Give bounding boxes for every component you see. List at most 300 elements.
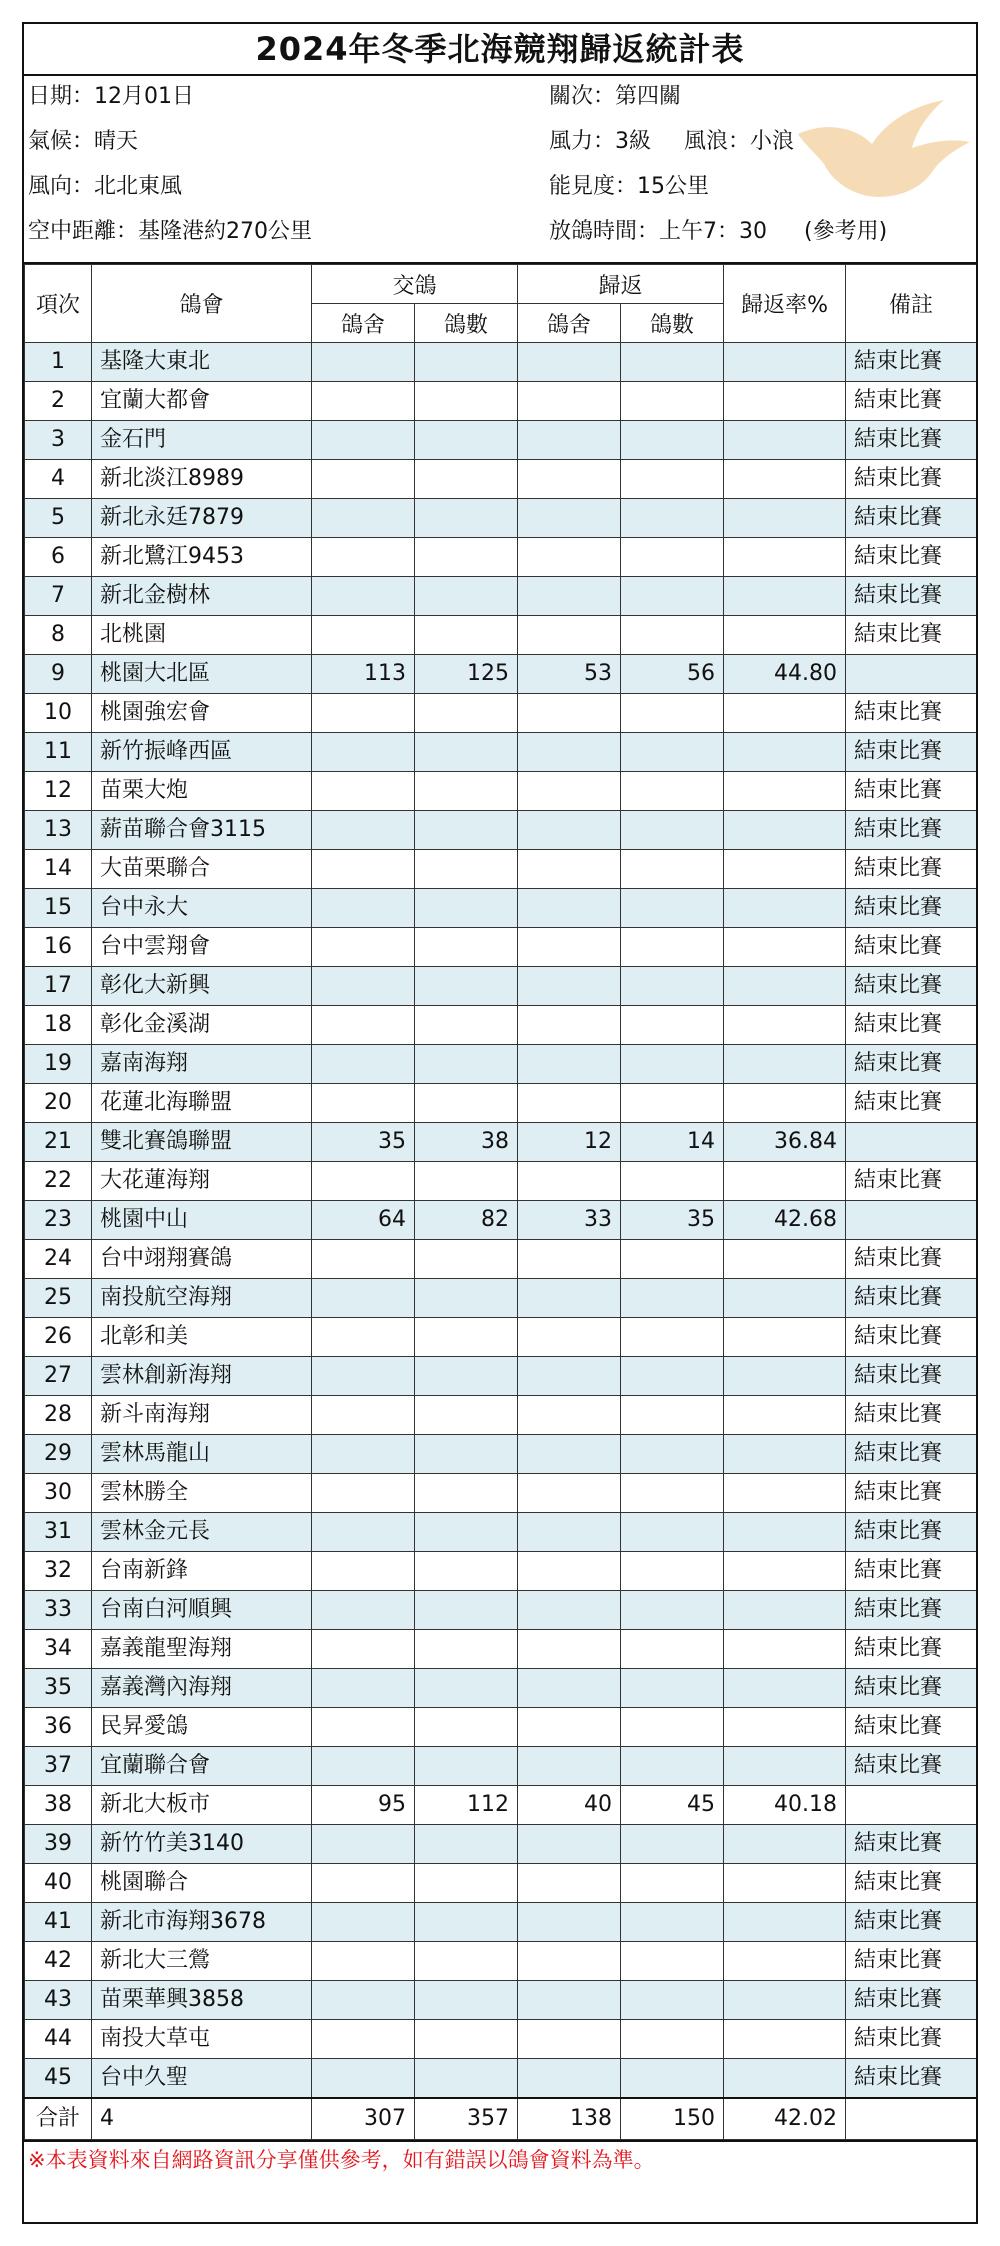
row-club: 新竹竹美3140 [92, 1825, 312, 1864]
row-club: 桃園中山 [92, 1201, 312, 1240]
table-row [25, 1552, 977, 1591]
row-ret-lofts [518, 1396, 621, 1435]
row-no: 32 [25, 1552, 92, 1591]
row-club: 台中永大 [92, 889, 312, 928]
row-rate [724, 2059, 846, 2099]
row-ret-pigeons [621, 772, 724, 811]
row-club: 彰化大新興 [92, 967, 312, 1006]
table-row [25, 1123, 977, 1162]
row-remark [846, 1201, 977, 1240]
row-no: 2 [25, 382, 92, 421]
row-ret-lofts [518, 1162, 621, 1201]
header-no: 項次 [25, 265, 92, 343]
header-sub-pigeons: 鴿數 [415, 304, 518, 343]
row-sub-lofts [312, 1513, 415, 1552]
table-row [25, 1084, 977, 1123]
table-row [25, 967, 977, 1006]
row-sub-lofts [312, 1669, 415, 1708]
row-sub-pigeons [415, 967, 518, 1006]
row-remark: 結束比賽 [846, 1396, 977, 1435]
row-ret-lofts [518, 694, 621, 733]
row-remark: 結束比賽 [846, 1981, 977, 2020]
page-title: 2024年冬季北海競翔歸返統計表 [24, 24, 976, 76]
row-ret-lofts: 53 [518, 655, 621, 694]
row-ret-lofts [518, 1357, 621, 1396]
row-rate [724, 616, 846, 655]
row-sub-lofts [312, 2020, 415, 2059]
row-sub-pigeons [415, 1747, 518, 1786]
table-row [25, 772, 977, 811]
row-rate [724, 1006, 846, 1045]
row-sub-pigeons [415, 1552, 518, 1591]
row-sub-pigeons [415, 343, 518, 382]
header-ret-lofts: 鴿舍 [518, 304, 621, 343]
info-waves: 風浪：小浪 [684, 129, 795, 154]
row-ret-lofts [518, 1903, 621, 1942]
row-ret-pigeons [621, 382, 724, 421]
row-no: 18 [25, 1006, 92, 1045]
row-club: 新斗南海翔 [92, 1396, 312, 1435]
row-sub-pigeons [415, 421, 518, 460]
table-row [25, 1825, 977, 1864]
row-no: 3 [25, 421, 92, 460]
row-remark: 結束比賽 [846, 772, 977, 811]
row-ret-lofts [518, 967, 621, 1006]
row-remark: 結束比賽 [846, 1084, 977, 1123]
row-remark: 結束比賽 [846, 1162, 977, 1201]
row-club: 新北鷺江9453 [92, 538, 312, 577]
row-sub-lofts [312, 421, 415, 460]
row-sub-lofts [312, 1591, 415, 1630]
row-ret-lofts [518, 2059, 621, 2099]
row-sub-lofts [312, 382, 415, 421]
table-row [25, 733, 977, 772]
row-remark: 結束比賽 [846, 1279, 977, 1318]
row-ret-lofts [518, 1708, 621, 1747]
row-sub-pigeons [415, 616, 518, 655]
row-no: 7 [25, 577, 92, 616]
row-remark: 結束比賽 [846, 1552, 977, 1591]
table-row [25, 811, 977, 850]
row-ret-lofts [518, 889, 621, 928]
total-rate: 42.02 [724, 2098, 846, 2140]
row-sub-lofts [312, 1552, 415, 1591]
row-ret-pigeons [621, 1591, 724, 1630]
row-sub-pigeons [415, 889, 518, 928]
table-row [25, 1591, 977, 1630]
table-row [25, 1279, 977, 1318]
row-rate [724, 1396, 846, 1435]
row-ret-lofts [518, 2020, 621, 2059]
row-rate [724, 1981, 846, 2020]
row-sub-pigeons [415, 1591, 518, 1630]
row-rate [724, 460, 846, 499]
table-row [25, 1357, 977, 1396]
table-row [25, 343, 977, 382]
row-ret-pigeons [621, 1240, 724, 1279]
row-remark [846, 655, 977, 694]
row-ret-pigeons: 56 [621, 655, 724, 694]
table-row [25, 1708, 977, 1747]
table-body [25, 343, 977, 2099]
row-rate [724, 499, 846, 538]
row-rate [724, 1474, 846, 1513]
row-club: 薪苗聯合會3115 [92, 811, 312, 850]
row-remark: 結束比賽 [846, 1474, 977, 1513]
row-ret-lofts [518, 616, 621, 655]
table-row [25, 2059, 977, 2099]
row-ret-pigeons [621, 1006, 724, 1045]
row-rate [724, 1747, 846, 1786]
row-sub-lofts [312, 1825, 415, 1864]
row-ret-pigeons: 14 [621, 1123, 724, 1162]
row-remark [846, 1786, 977, 1825]
table-row [25, 1864, 977, 1903]
table-row [25, 460, 977, 499]
row-club: 新北淡江8989 [92, 460, 312, 499]
row-ret-pigeons [621, 1045, 724, 1084]
table-row [25, 655, 977, 694]
row-remark: 結束比賽 [846, 1825, 977, 1864]
stats-sheet [22, 22, 978, 2224]
row-ret-lofts [518, 499, 621, 538]
table-row [25, 1513, 977, 1552]
row-ret-lofts [518, 1747, 621, 1786]
row-remark: 結束比賽 [846, 1006, 977, 1045]
row-ret-lofts [518, 1513, 621, 1552]
row-sub-pigeons [415, 1669, 518, 1708]
row-rate [724, 1279, 846, 1318]
table-row [25, 538, 977, 577]
row-rate [724, 967, 846, 1006]
row-remark: 結束比賽 [846, 1240, 977, 1279]
row-sub-lofts [312, 1864, 415, 1903]
row-remark: 結束比賽 [846, 967, 977, 1006]
row-club: 南投大草屯 [92, 2020, 312, 2059]
row-ret-pigeons [621, 1396, 724, 1435]
row-club: 台中久聖 [92, 2059, 312, 2099]
row-sub-lofts [312, 499, 415, 538]
row-remark: 結束比賽 [846, 1669, 977, 1708]
row-sub-pigeons: 112 [415, 1786, 518, 1825]
row-sub-lofts [312, 1357, 415, 1396]
table-row [25, 1396, 977, 1435]
row-rate [724, 1942, 846, 1981]
row-no: 4 [25, 460, 92, 499]
row-ret-pigeons [621, 1747, 724, 1786]
row-club: 雲林創新海翔 [92, 1357, 312, 1396]
row-no: 15 [25, 889, 92, 928]
row-remark: 結束比賽 [846, 1630, 977, 1669]
row-no: 29 [25, 1435, 92, 1474]
row-remark: 結束比賽 [846, 733, 977, 772]
row-remark [846, 1123, 977, 1162]
row-sub-lofts [312, 967, 415, 1006]
table-row [25, 1318, 977, 1357]
row-no: 28 [25, 1396, 92, 1435]
row-ret-pigeons [621, 1162, 724, 1201]
row-rate [724, 343, 846, 382]
row-ret-lofts [518, 772, 621, 811]
row-club: 新北永廷7879 [92, 499, 312, 538]
total-row [25, 2098, 977, 2140]
info-wind-force: 風力：3級 [549, 129, 651, 154]
row-remark: 結束比賽 [846, 694, 977, 733]
row-remark: 結束比賽 [846, 889, 977, 928]
row-ret-pigeons [621, 421, 724, 460]
table-row [25, 1942, 977, 1981]
row-sub-pigeons [415, 1474, 518, 1513]
row-ret-pigeons [621, 811, 724, 850]
total-label: 合計 [25, 2098, 92, 2140]
row-ret-lofts [518, 1279, 621, 1318]
table-row [25, 928, 977, 967]
row-sub-lofts [312, 694, 415, 733]
row-sub-lofts: 95 [312, 1786, 415, 1825]
row-ret-pigeons [621, 343, 724, 382]
row-remark: 結束比賽 [846, 499, 977, 538]
row-club: 金石門 [92, 421, 312, 460]
table-row [25, 577, 977, 616]
row-rate [724, 2020, 846, 2059]
row-sub-lofts [312, 1981, 415, 2020]
row-remark: 結束比賽 [846, 1318, 977, 1357]
row-ret-pigeons [621, 1318, 724, 1357]
row-club: 北桃園 [92, 616, 312, 655]
table-row [25, 1435, 977, 1474]
footnote: ※本表資料來自網路資訊分享僅供參考，如有錯誤以鴿會資料為準。 [24, 2140, 976, 2177]
row-rate [724, 694, 846, 733]
row-no: 27 [25, 1357, 92, 1396]
row-ret-lofts [518, 1435, 621, 1474]
row-no: 14 [25, 850, 92, 889]
row-sub-pigeons [415, 1240, 518, 1279]
row-ret-pigeons [621, 616, 724, 655]
row-club: 宜蘭大都會 [92, 382, 312, 421]
row-ret-pigeons [621, 1903, 724, 1942]
row-rate [724, 733, 846, 772]
row-ret-pigeons [621, 577, 724, 616]
row-club: 新北大板市 [92, 1786, 312, 1825]
row-ret-lofts [518, 850, 621, 889]
row-sub-lofts [312, 811, 415, 850]
row-rate [724, 1708, 846, 1747]
pigeon-logo-icon [794, 92, 974, 212]
row-rate: 44.80 [724, 655, 846, 694]
table-row [25, 1240, 977, 1279]
row-club: 雙北賽鴿聯盟 [92, 1123, 312, 1162]
row-rate [724, 811, 846, 850]
row-sub-lofts [312, 733, 415, 772]
row-rate [724, 577, 846, 616]
row-ret-pigeons [621, 1084, 724, 1123]
row-ret-pigeons [621, 1357, 724, 1396]
row-ret-lofts [518, 1630, 621, 1669]
table-row [25, 616, 977, 655]
row-remark: 結束比賽 [846, 811, 977, 850]
row-remark: 結束比賽 [846, 1045, 977, 1084]
row-club: 苗栗華興3858 [92, 1981, 312, 2020]
table-row [25, 1981, 977, 2020]
row-no: 39 [25, 1825, 92, 1864]
table-row [25, 382, 977, 421]
row-no: 22 [25, 1162, 92, 1201]
row-no: 19 [25, 1045, 92, 1084]
row-sub-lofts [312, 928, 415, 967]
row-ret-lofts [518, 577, 621, 616]
row-remark: 結束比賽 [846, 1903, 977, 1942]
row-remark: 結束比賽 [846, 928, 977, 967]
row-no: 37 [25, 1747, 92, 1786]
row-sub-pigeons [415, 850, 518, 889]
row-ret-lofts [518, 460, 621, 499]
row-ret-pigeons [621, 499, 724, 538]
row-no: 9 [25, 655, 92, 694]
row-ret-pigeons [621, 1669, 724, 1708]
row-no: 1 [25, 343, 92, 382]
row-rate [724, 1669, 846, 1708]
row-sub-pigeons: 82 [415, 1201, 518, 1240]
table-row [25, 1474, 977, 1513]
row-remark: 結束比賽 [846, 850, 977, 889]
row-sub-pigeons [415, 772, 518, 811]
row-rate [724, 1513, 846, 1552]
info-wind-direction: 風向：北北東風 [28, 174, 183, 199]
row-no: 43 [25, 1981, 92, 2020]
row-sub-pigeons [415, 460, 518, 499]
row-ret-pigeons: 35 [621, 1201, 724, 1240]
row-sub-pigeons [415, 1513, 518, 1552]
row-rate [724, 1864, 846, 1903]
row-no: 5 [25, 499, 92, 538]
total-sub-pigeons: 357 [415, 2098, 518, 2140]
row-remark: 結束比賽 [846, 343, 977, 382]
race-info [24, 76, 976, 264]
row-rate [724, 850, 846, 889]
row-ret-lofts [518, 1084, 621, 1123]
row-ret-pigeons [621, 1513, 724, 1552]
row-sub-lofts [312, 889, 415, 928]
row-no: 13 [25, 811, 92, 850]
table-row [25, 1669, 977, 1708]
table-row [25, 2020, 977, 2059]
row-remark: 結束比賽 [846, 1591, 977, 1630]
table-row [25, 889, 977, 928]
row-sub-pigeons [415, 1942, 518, 1981]
row-sub-lofts: 35 [312, 1123, 415, 1162]
row-ret-lofts [518, 538, 621, 577]
row-club: 新北大三鶯 [92, 1942, 312, 1981]
row-sub-pigeons [415, 733, 518, 772]
row-no: 34 [25, 1630, 92, 1669]
row-sub-lofts [312, 1630, 415, 1669]
row-club: 民昇愛鴿 [92, 1708, 312, 1747]
row-no: 44 [25, 2020, 92, 2059]
table-row [25, 1201, 977, 1240]
info-release-note: (參考用) [804, 219, 888, 244]
row-club: 嘉義灣內海翔 [92, 1669, 312, 1708]
row-no: 16 [25, 928, 92, 967]
row-sub-pigeons [415, 1162, 518, 1201]
row-ret-lofts [518, 343, 621, 382]
row-sub-pigeons [415, 1279, 518, 1318]
row-rate [724, 1435, 846, 1474]
row-club: 雲林金元長 [92, 1513, 312, 1552]
row-sub-lofts [312, 343, 415, 382]
row-ret-pigeons [621, 694, 724, 733]
row-ret-lofts [518, 1591, 621, 1630]
row-rate [724, 1240, 846, 1279]
row-club: 新北市海翔3678 [92, 1903, 312, 1942]
row-club: 台南白河順興 [92, 1591, 312, 1630]
row-club: 桃園強宏會 [92, 694, 312, 733]
row-ret-lofts [518, 811, 621, 850]
row-club: 基隆大東北 [92, 343, 312, 382]
row-ret-lofts [518, 1981, 621, 2020]
row-rate [724, 1591, 846, 1630]
row-remark: 結束比賽 [846, 1513, 977, 1552]
row-no: 31 [25, 1513, 92, 1552]
table-row [25, 1045, 977, 1084]
row-ret-pigeons [621, 928, 724, 967]
row-ret-pigeons [621, 1825, 724, 1864]
header-sub-lofts: 鴿舍 [312, 304, 415, 343]
row-sub-pigeons [415, 1006, 518, 1045]
row-no: 30 [25, 1474, 92, 1513]
total-ret-pigeons: 150 [621, 2098, 724, 2140]
row-no: 38 [25, 1786, 92, 1825]
row-club: 花蓮北海聯盟 [92, 1084, 312, 1123]
row-rate [724, 772, 846, 811]
row-rate [724, 421, 846, 460]
row-sub-lofts [312, 1279, 415, 1318]
header-ret-pigeons: 鴿數 [621, 304, 724, 343]
row-ret-pigeons [621, 1435, 724, 1474]
row-no: 35 [25, 1669, 92, 1708]
row-club: 雲林馬龍山 [92, 1435, 312, 1474]
info-release-time: 放鴿時間：上午7：30 [549, 219, 767, 244]
row-sub-lofts: 113 [312, 655, 415, 694]
row-ret-pigeons: 45 [621, 1786, 724, 1825]
row-sub-pigeons [415, 1708, 518, 1747]
row-ret-pigeons [621, 1474, 724, 1513]
row-sub-lofts [312, 460, 415, 499]
row-ret-lofts [518, 1240, 621, 1279]
row-sub-pigeons [415, 499, 518, 538]
row-sub-pigeons [415, 928, 518, 967]
row-sub-lofts [312, 1045, 415, 1084]
row-club: 大苗栗聯合 [92, 850, 312, 889]
row-sub-pigeons [415, 1981, 518, 2020]
row-sub-pigeons [415, 1903, 518, 1942]
row-no: 45 [25, 2059, 92, 2099]
table-row [25, 1786, 977, 1825]
row-remark: 結束比賽 [846, 1435, 977, 1474]
row-ret-lofts [518, 928, 621, 967]
row-no: 6 [25, 538, 92, 577]
row-sub-lofts [312, 1474, 415, 1513]
row-ret-lofts [518, 1669, 621, 1708]
row-sub-lofts [312, 1240, 415, 1279]
stats-table [24, 264, 977, 2140]
row-ret-pigeons [621, 460, 724, 499]
row-no: 10 [25, 694, 92, 733]
total-remark [846, 2098, 977, 2140]
header-rate: 歸返率% [724, 265, 846, 343]
row-sub-lofts [312, 850, 415, 889]
row-sub-pigeons: 38 [415, 1123, 518, 1162]
row-remark: 結束比賽 [846, 2059, 977, 2099]
